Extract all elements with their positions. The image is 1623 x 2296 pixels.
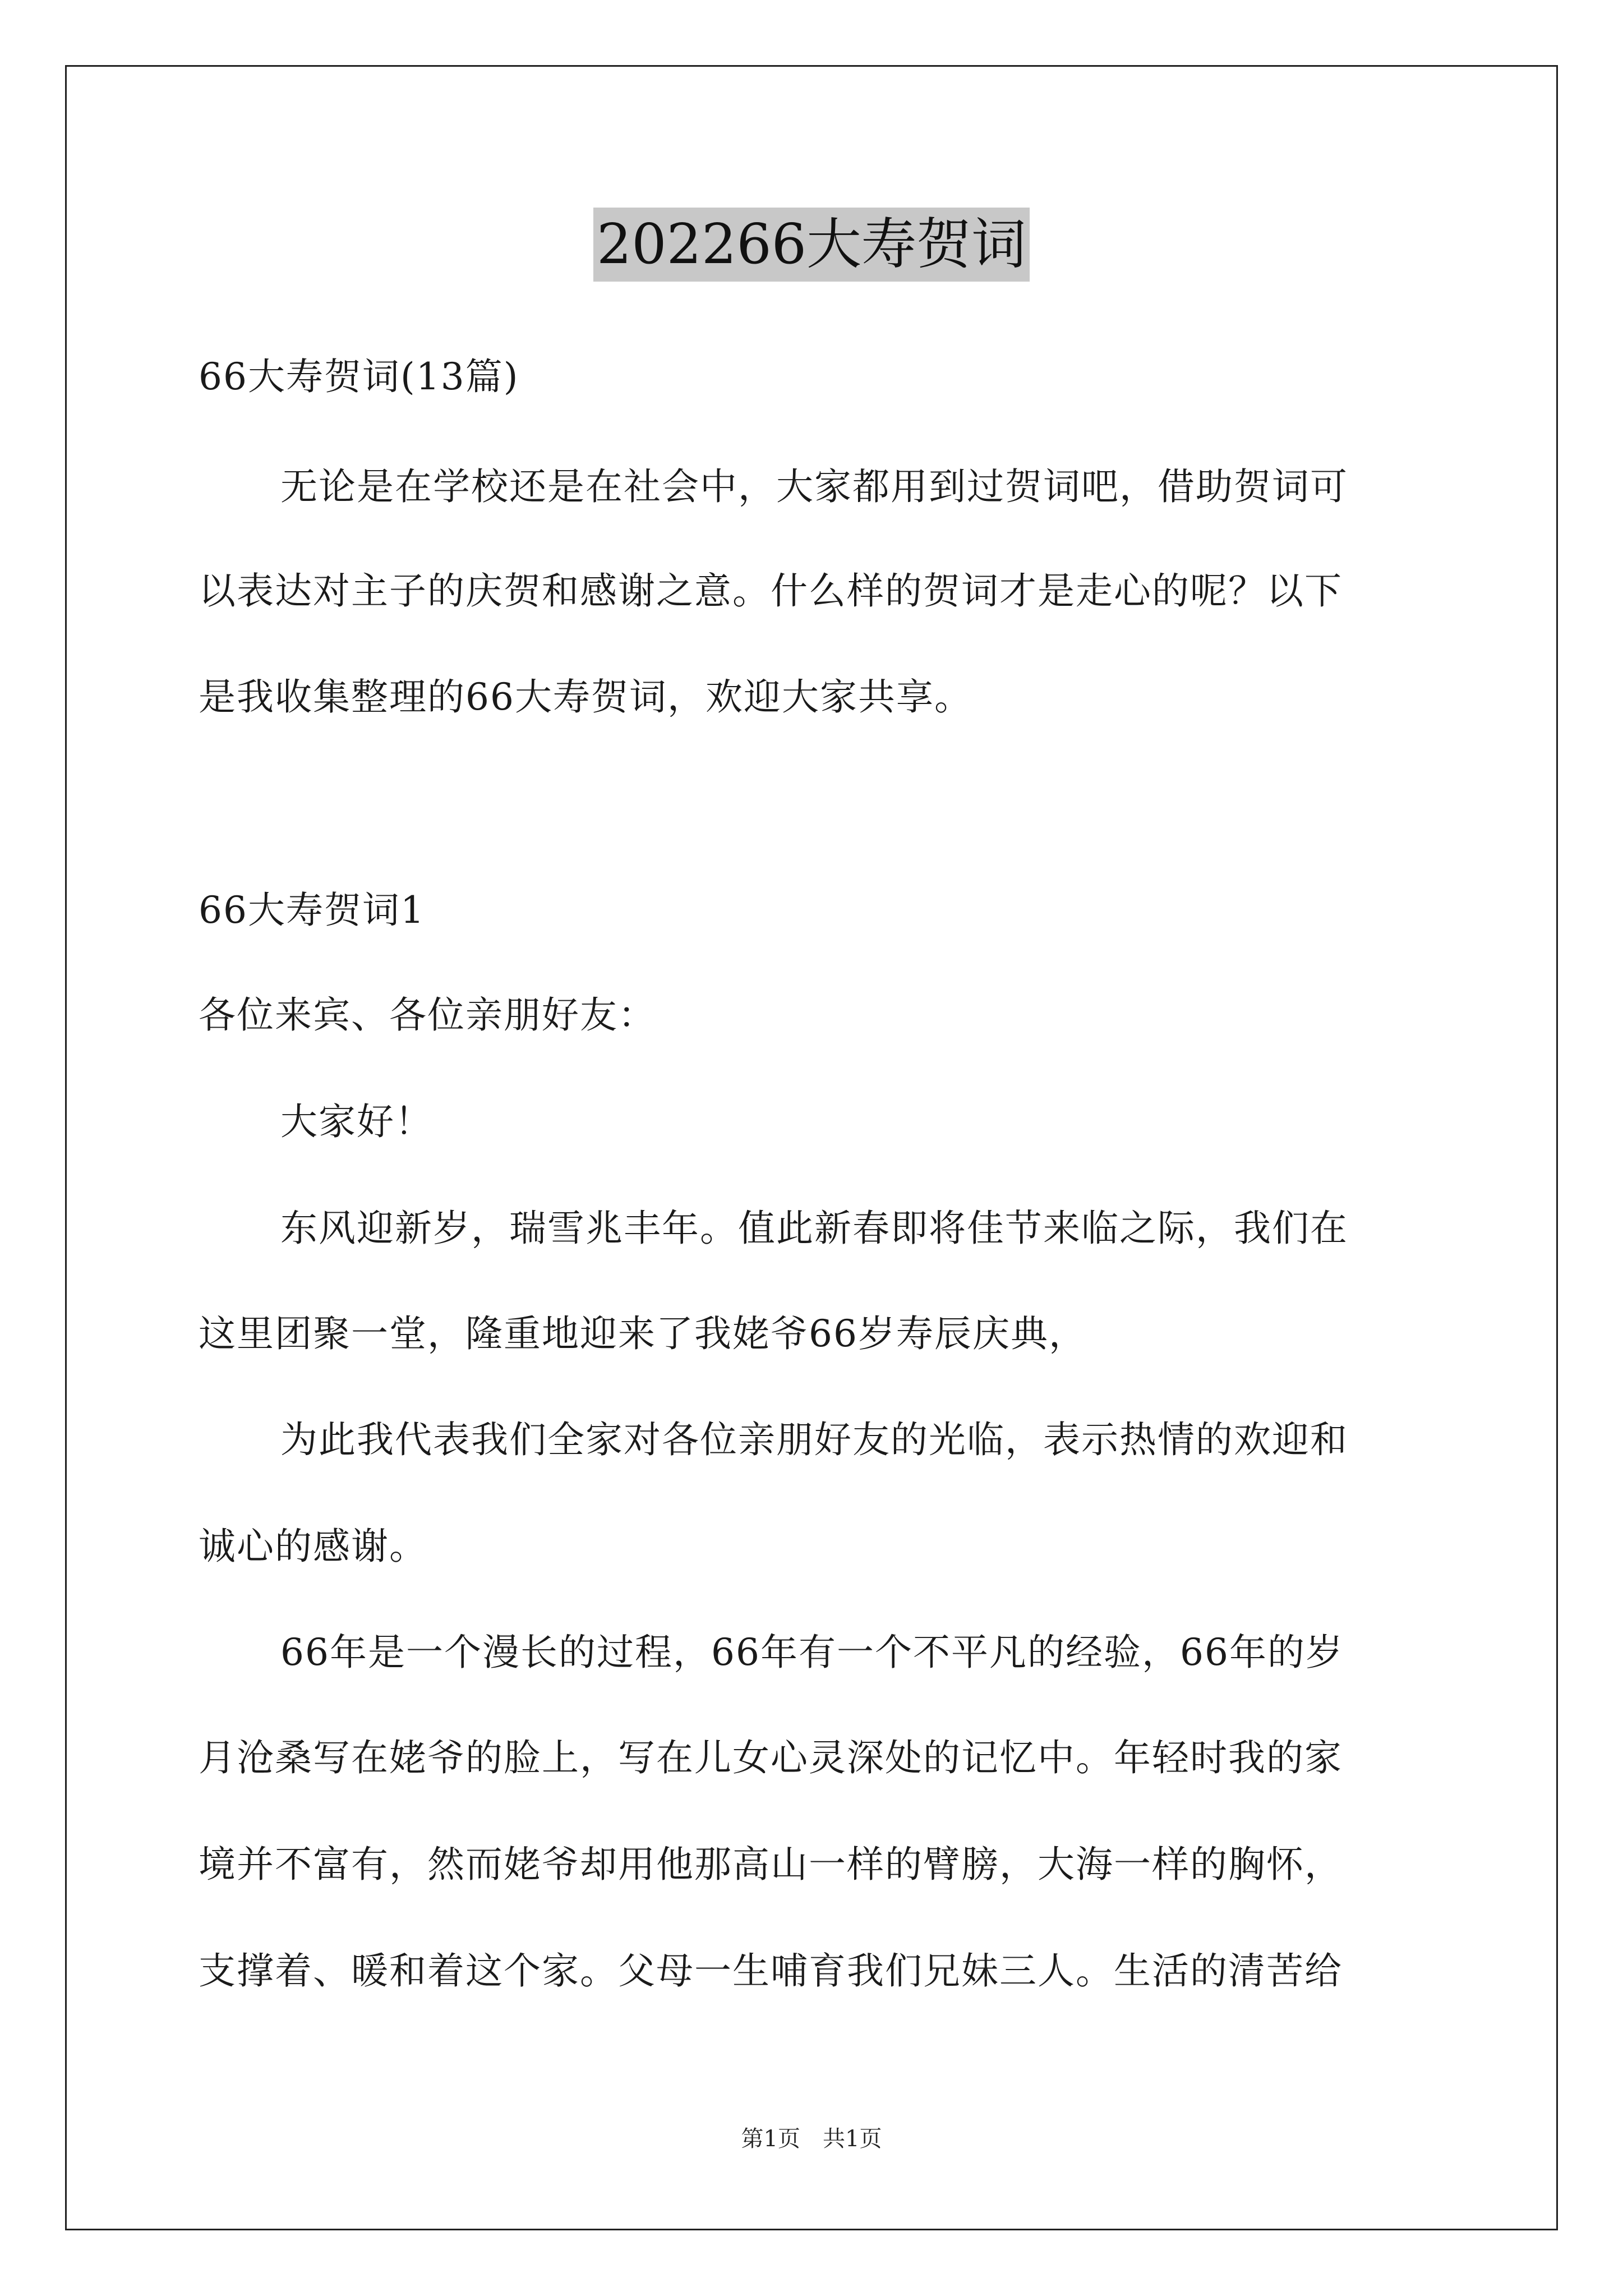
title-container <box>0 208 1623 282</box>
paragraph-3-line-3: 境并不富有，然而姥爷却用他那高山一样的臂膀，大海一样的胸怀， <box>199 1843 1343 1886</box>
intro-line-3: 是我收集整理的66大寿贺词，欢迎大家共享。 <box>199 675 972 719</box>
intro-line-2: 以表达对主子的庆贺和感谢之意。什么样的贺词才是走心的呢？以下 <box>199 569 1343 613</box>
document-title: 202266大寿贺词 <box>593 208 1030 282</box>
paragraph-1-line-2: 这里团聚一堂，隆重地迎来了我姥爷66岁寿辰庆典， <box>199 1312 1087 1355</box>
paragraph-3-line-1: 66年是一个漫长的过程，66年有一个不平凡的经验，66年的岁 <box>280 1631 1344 1674</box>
paragraph-2-line-2: 诚心的感谢。 <box>199 1525 427 1568</box>
greeting: 大家好！ <box>280 1100 433 1143</box>
paragraph-3-line-4: 支撑着、暖和着这个家。父母一生哺育我们兄妹三人。生活的清苦给 <box>199 1949 1343 1993</box>
salutation: 各位来宾、各位亲朋好友： <box>199 993 656 1037</box>
section-heading: 66大寿贺词1 <box>199 889 425 932</box>
paragraph-3-line-2: 月沧桑写在姥爷的脸上，写在儿女心灵深处的记忆中。年轻时我的家 <box>199 1736 1343 1779</box>
paragraph-1-line-1: 东风迎新岁，瑞雪兆丰年。值此新春即将佳节来临之际，我们在 <box>280 1207 1348 1250</box>
page-footer: 第1页 共1页 <box>741 2126 882 2152</box>
intro-line-1: 无论是在学校还是在社会中，大家都用到过贺词吧，借助贺词可 <box>280 465 1348 508</box>
paragraph-2-line-1: 为此我代表我们全家对各位亲朋好友的光临，表示热情的欢迎和 <box>280 1418 1348 1461</box>
document-subtitle: 66大寿贺词(13篇) <box>199 355 519 398</box>
